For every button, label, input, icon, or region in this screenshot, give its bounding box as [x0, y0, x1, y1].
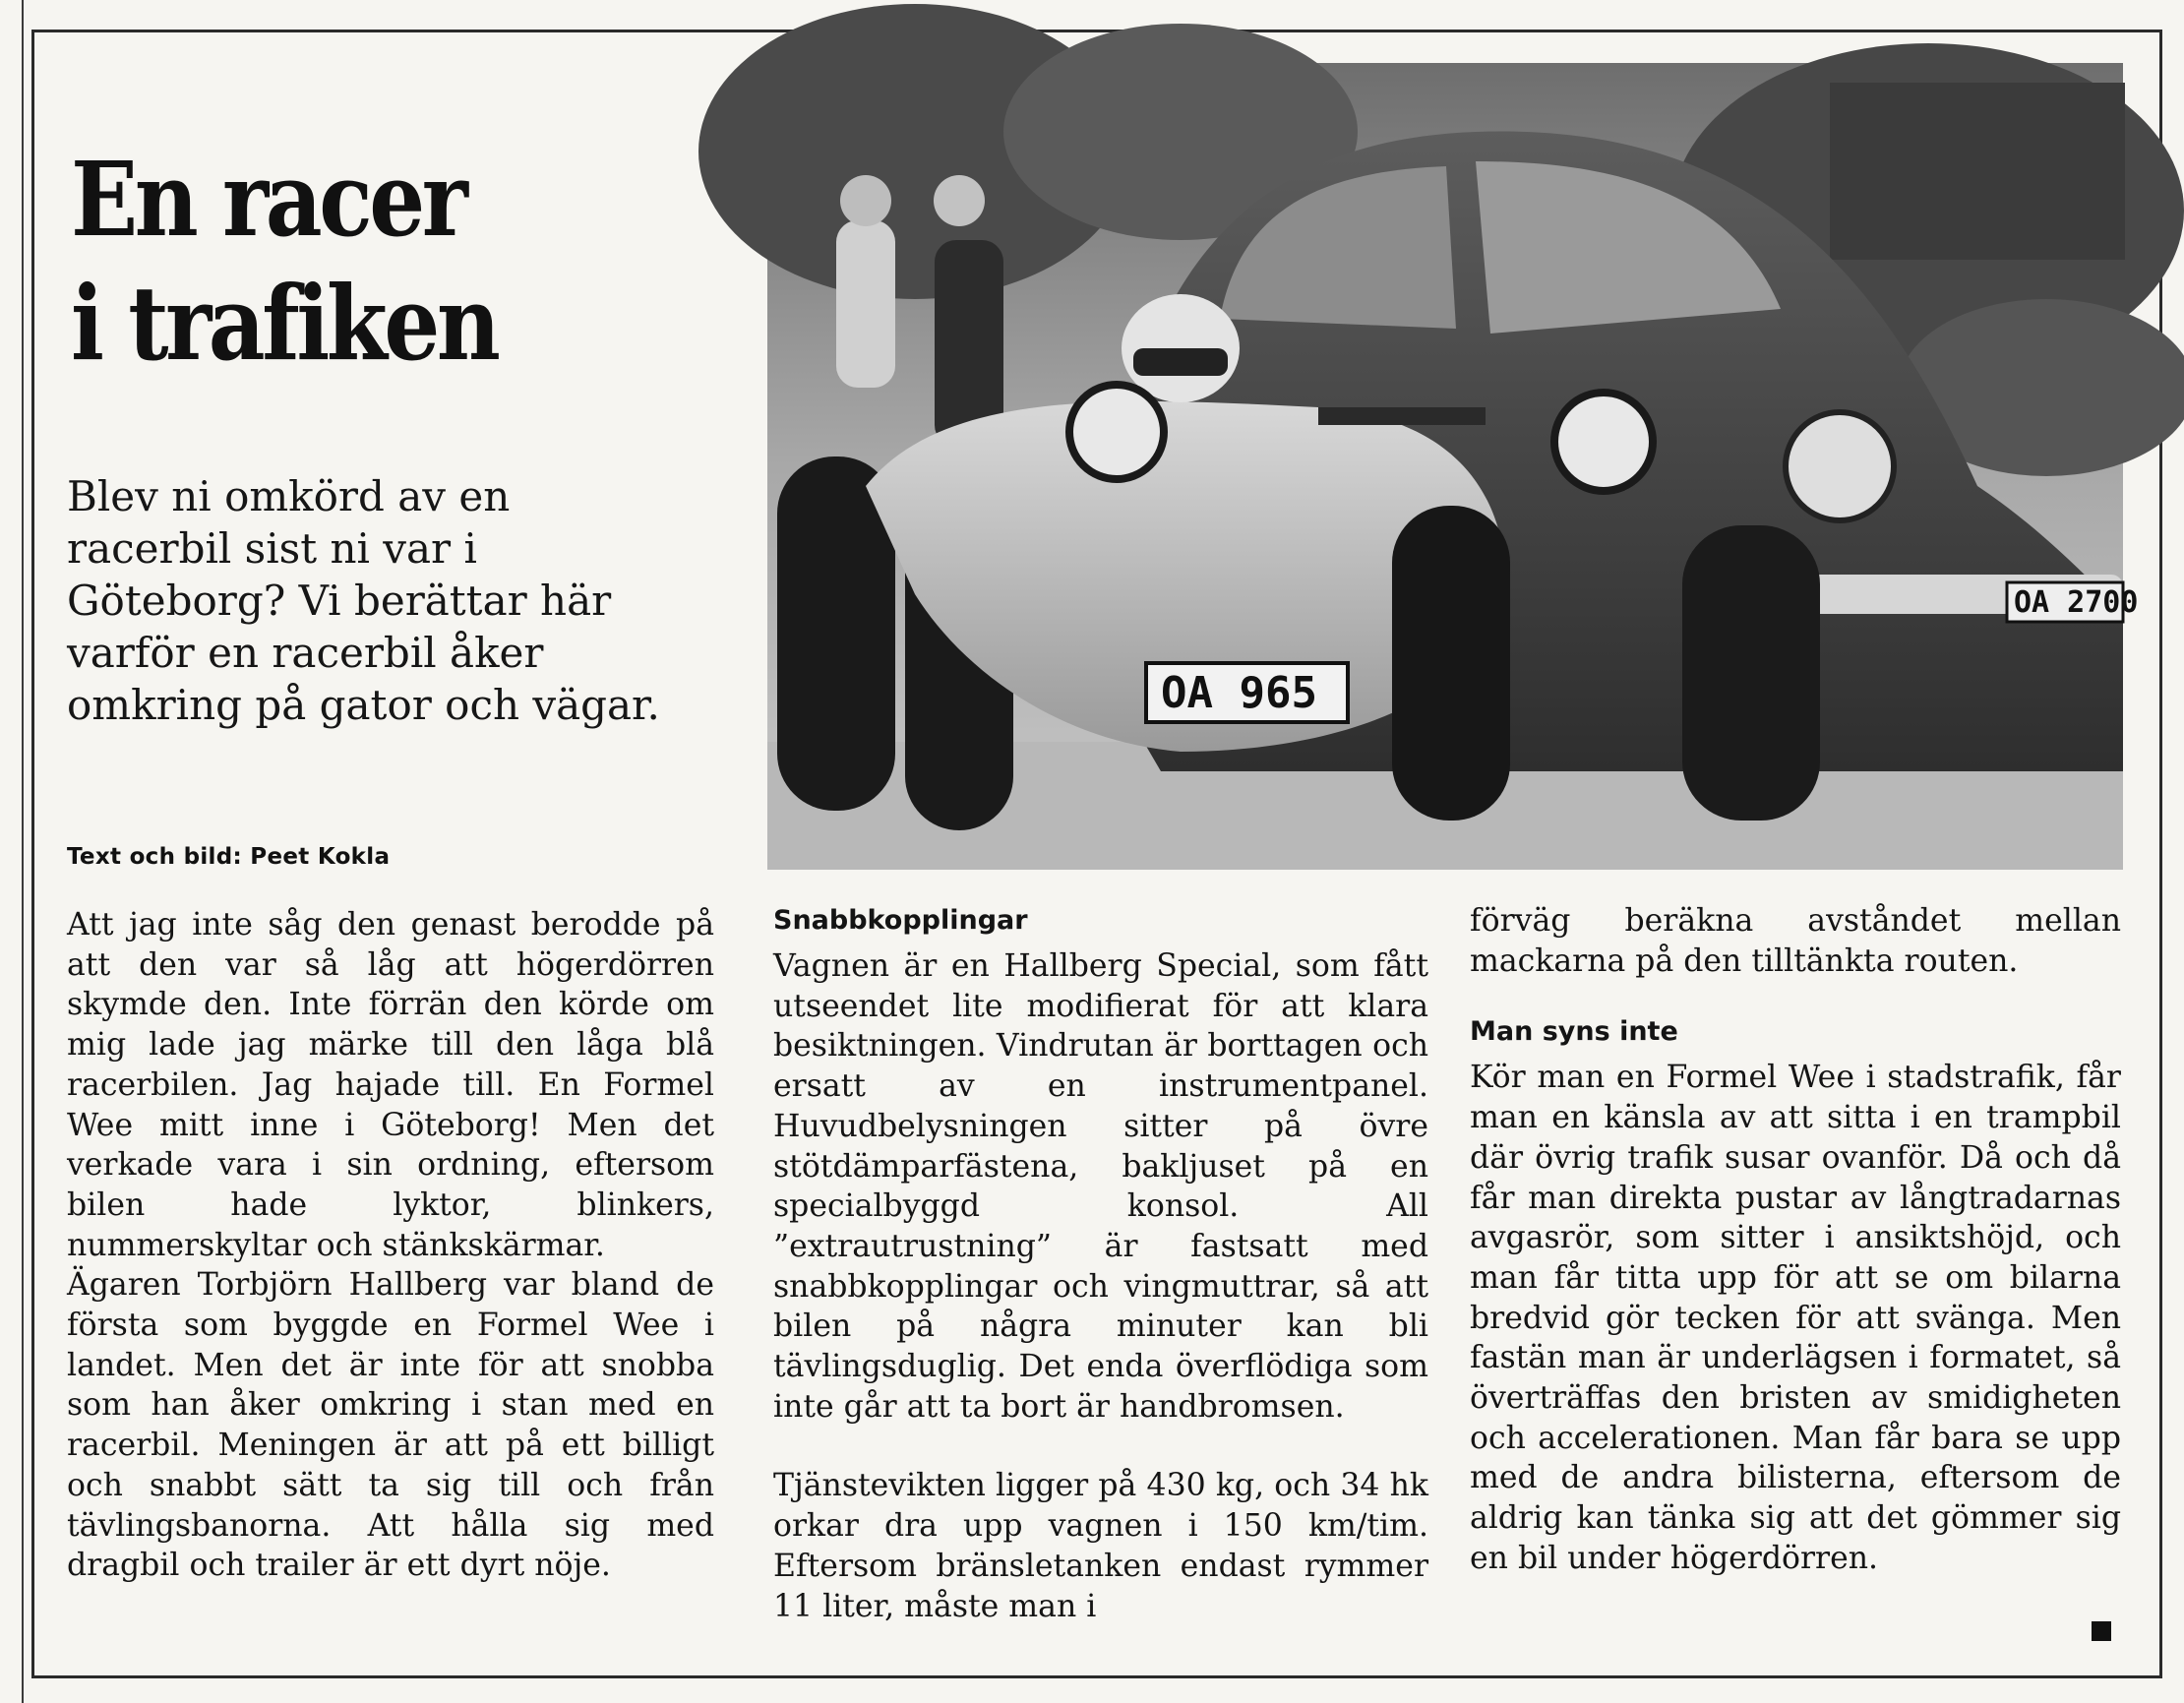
- paragraph-continued: förväg beräkna avståndet mellan mackarna på den tilltänkta routen.: [1470, 903, 2121, 979]
- headline-line-2: i trafiken: [71, 263, 498, 384]
- subhead-man-syns-inte: Man syns inte: [1470, 1016, 1678, 1048]
- page-edge-line: [22, 0, 24, 1703]
- article-photo: [767, 63, 2139, 870]
- beetle-plate-text: OA 2700: [2014, 585, 2139, 620]
- headline-line-1: En racer: [71, 139, 465, 260]
- article-end-mark: [2092, 1621, 2111, 1641]
- paragraph: Ägaren Torbjörn Hallberg var bland de första som byggde en Formel Wee i landet. Men det är inte för att snobba som han åker omkring i stan med en racerbil. Meningen är att på ett billigt och snabbt sätt ta sig till och från tävlingsbanorna. Att hålla sig med dragbil och trailer är ett dyrt nöje.: [67, 1267, 714, 1584]
- subhead-snabbkopplingar: Snabbkopplingar: [773, 905, 1028, 936]
- ingress: Blev ni omkörd av en racerbil sist ni var i Göteborg? Vi berättar här varför en racerbil åker omkring på gator och vägar.: [67, 472, 660, 729]
- paragraph: Att jag inte såg den genast berodde på att den var så låg att högerdörren skymde den. Inte förrän den körde om mig lade jag märke till den låga blå racerbilen. Jag hajade till. En Formel Wee mitt inne i Göteborg! Men det verkade vara i sin ordning, eftersom bilen hade lyktor, blinkers, nummerskyltar och stänkskärmar.: [67, 907, 714, 1263]
- byline: Text och bild: Peet Kokla: [67, 844, 391, 870]
- racer-plate-text: OA 965: [1161, 668, 1317, 718]
- text-column-2: [773, 903, 1428, 1626]
- paragraph: Tjänstevikten ligger på 430 kg, och 34 hk orkar dra upp vagnen i 150 km/tim. Eftersom bränsletanken endast rymmer 11 liter, måste man i: [773, 1468, 1428, 1624]
- text-column-3: [1470, 901, 2121, 1579]
- paragraph: Kör man en Formel Wee i stadstrafik, får man en känsla av att sitta i en trampbil där övrig trafik susar ovanför. Då och då får man direkta pustar av långtradarnas avgasrör, som sitter i ansiktshöjd, och man får titta upp för att se om bilarna bredvid gör tecken för att svänga. Men fastän man är underlägsen i formatet, så överträffas den bristen av smidigheten och accelerationen. Man får bara se upp med de andra bilisterna, eftersom de aldrig kan tänka sig att det gömmer sig en bil under högerdörren.: [1470, 1060, 2121, 1576]
- paragraph: Vagnen är en Hallberg Special, som fått utseendet lite modifierat för att klara besiktningen. Vindrutan är borttagen och ersatt av en instrumentpanel. Huvudbelysningen sitter på övre stötdämparfästena, bakljuset på en specialbyggd konsol. All ”extrautrustning” är fastsatt med snabbkopplingar och vingmuttrar, så att bilen på några minuter kan bli tävlingsduglig. Det enda överflödiga som inte går att ta bort är handbromsen.: [773, 948, 1428, 1425]
- text-column-1: [67, 905, 714, 1586]
- headline: [71, 138, 612, 386]
- paragraph-gap: [773, 1427, 1428, 1466]
